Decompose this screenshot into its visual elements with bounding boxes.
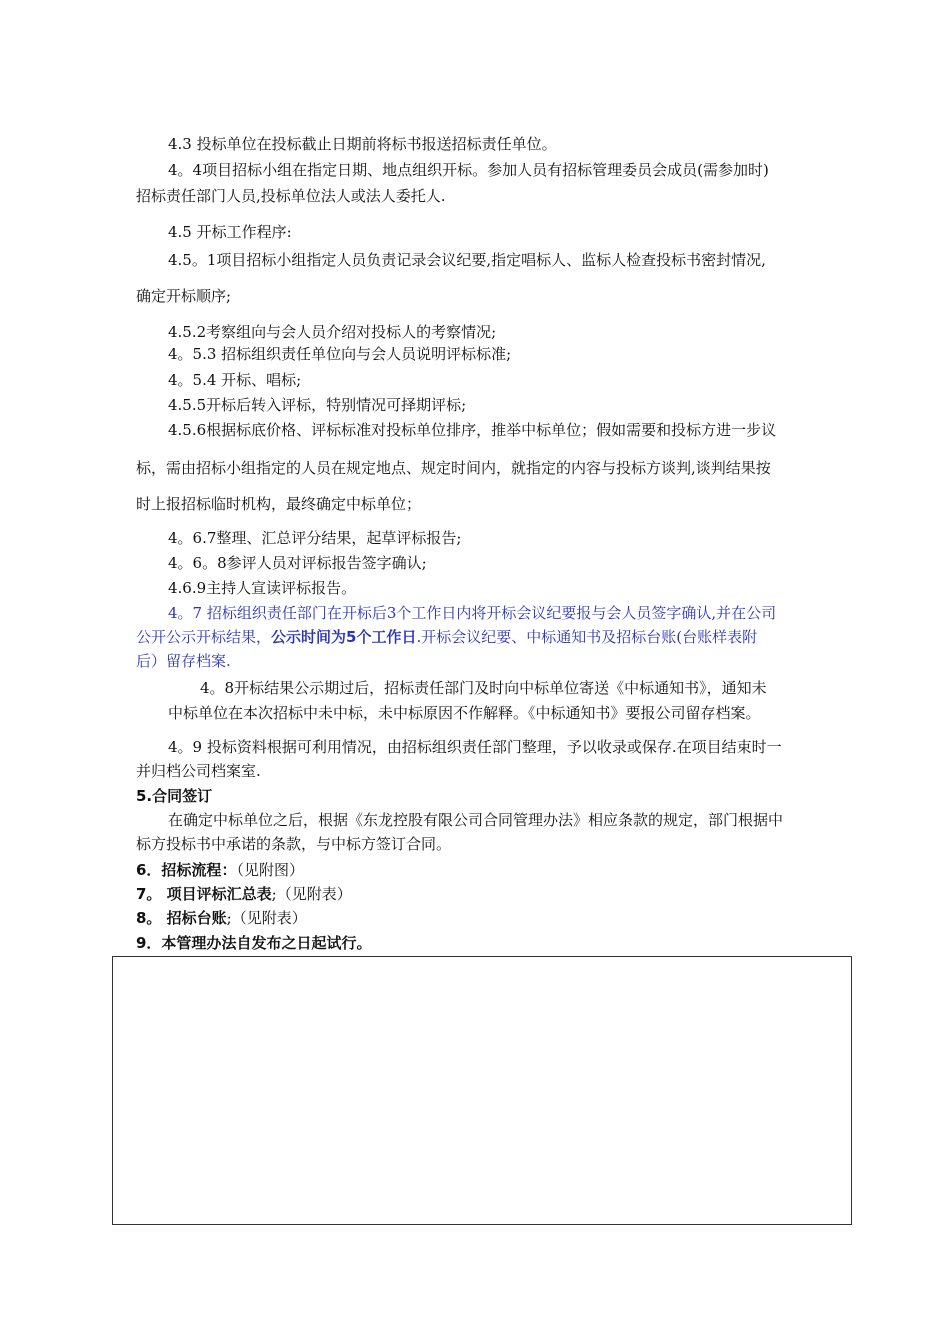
paragraph-4-5-3: 4。5.3 招标组织责任单位向与会人员说明评标标准; [168, 345, 512, 363]
paragraph-4-8: 4。8开标结果公示期过后，招标责任部门及时向中标单位寄送《中标通知书》，通知未 [200, 679, 767, 697]
paragraph-4-6-8: 4。6。8参评人员对评标报告签字确认; [168, 554, 427, 572]
paragraph-5-cont: 标方投标书中承诺的条款，与中标方签订合同。 [136, 835, 452, 853]
heading-6-note: （见附图） [236, 861, 304, 879]
paragraph-4-5-6-cont2: 时上报招标临时机构，最终确定中标单位； [136, 495, 422, 513]
heading-6 [136, 860, 304, 880]
publish-period-text: 公示时间为5个工作日 [271, 628, 417, 646]
paragraph-4-7-cont [136, 627, 757, 647]
paragraph-4-4: 4。4项目招标小组在指定日期、地点组织开标。参加人员有招标管理委员会成员(需参加时) [168, 161, 769, 179]
archive-text: .开标会议纪要、中标通知书及招标台账(台账样表附 [416, 628, 758, 646]
paragraph-4-5-5: 4.5.5开标后转入评标，特别情况可择期评标; [168, 396, 467, 414]
publish-result-text: 公开公示开标结果， [136, 628, 272, 646]
paragraph-4-9: 4。9 投标资料根据可利用情况，由招标组织责任部门整理，予以收录或保存.在项目结束时一 [168, 738, 782, 756]
heading-7-title: 7。 项目评标汇总表 [136, 885, 272, 903]
paragraph-4-7: 4。7 招标组织责任部门在开标后3个工作日内将开标会议纪要报与会人员签字确认,并在公司 [168, 604, 777, 622]
paragraph-4-8-cont: 中标单位在本次招标中未中标，未中标原因不作解释。《中标通知书》要报公司留存档案。 [168, 704, 761, 722]
paragraph-4-5-2: 4.5.2考察组向与会人员介绍对投标人的考察情况; [168, 323, 497, 341]
heading-5: 5.合同签订 [136, 787, 213, 805]
paragraph-4-5-1-cont: 确定开标顺序; [136, 287, 232, 305]
heading-6-title: 6．招标流程： [136, 861, 237, 879]
paragraph-5: 在确定中标单位之后，根据《东龙控股有限公司合同管理办法》相应条款的规定，部门根据中 [168, 811, 784, 829]
paragraph-4-5-6: 4.5.6根据标底价格、评标标准对投标单位排序，推举中标单位；假如需要和投标方进一步议 [168, 421, 777, 439]
heading-9: 9．本管理办法自发布之日起试行。 [136, 934, 372, 952]
paragraph-4-5-6-cont1: 标，需由招标小组指定的人员在规定地点、规定时间内，就指定的内容与投标方谈判,谈判结果按 [136, 459, 771, 477]
paragraph-4-6-9: 4.6.9主持人宣读评标报告。 [168, 579, 357, 597]
paragraph-4-6-7: 4。6.7整理、汇总评分结果，起草评标报告; [168, 529, 462, 547]
paragraph-4-5-4: 4。5.4 开标、唱标; [168, 371, 302, 389]
empty-frame-box [112, 956, 852, 1225]
heading-7 [136, 884, 352, 904]
heading-7-note: ;（见附表） [271, 885, 352, 903]
heading-8-note: ;（见附表） [226, 909, 307, 927]
paragraph-4-5-1: 4.5。1项目招标小组指定人员负责记录会议纪要,指定唱标人、监标人检查投标书密封情况, [168, 251, 766, 269]
paragraph-4-4-cont: 招标责任部门人员,投标单位法人或法人委托人. [136, 187, 446, 205]
paragraph-4-5: 4.5 开标工作程序: [168, 223, 292, 241]
heading-8-title: 8。 招标台账 [136, 909, 227, 927]
paragraph-4-9-cont: 并归档公司档案室. [136, 762, 261, 780]
heading-8 [136, 908, 307, 928]
paragraph-4-7-cont2: 后）留存档案. [136, 652, 231, 670]
paragraph-4-3: 4.3 投标单位在投标截止日期前将标书报送招标责任单位。 [168, 135, 557, 153]
